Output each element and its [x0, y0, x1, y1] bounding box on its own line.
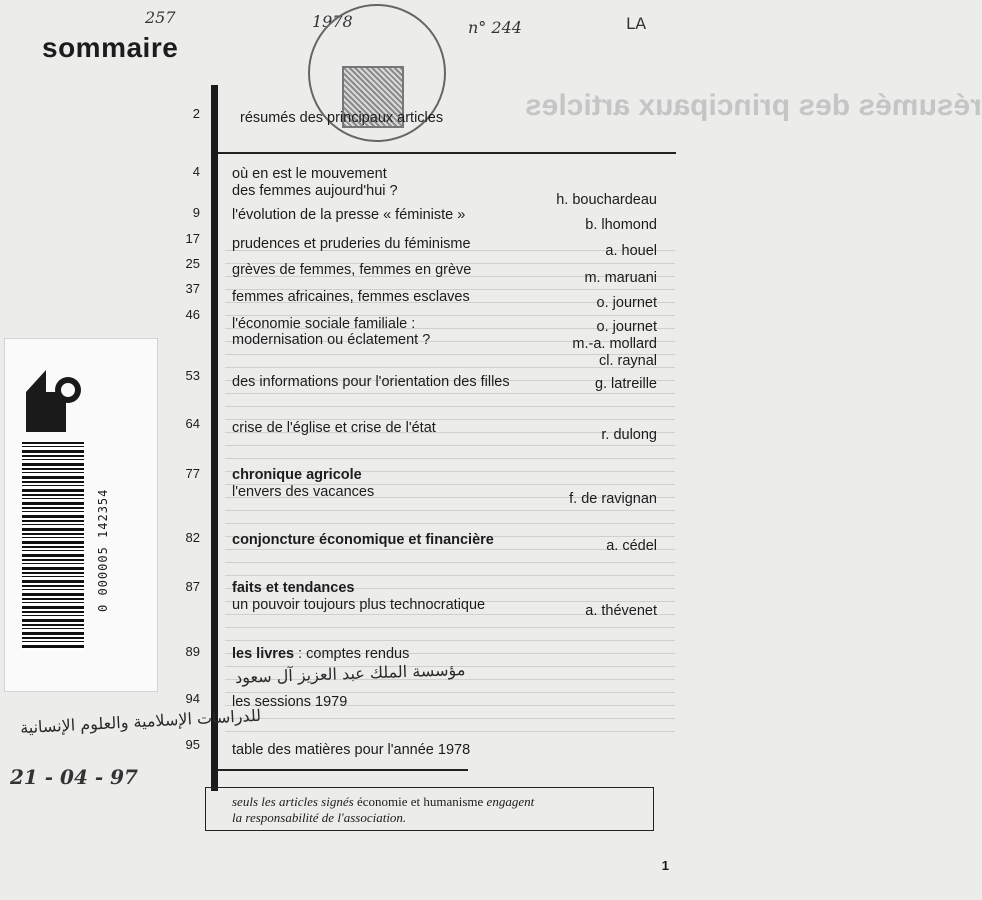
entry-author: a. houel [605, 243, 657, 259]
handwritten-issue-number: n° 244 [468, 18, 522, 37]
entry-title-rest: : comptes rendus [294, 646, 410, 662]
arabic-annotation-line1: مؤسسة الملك عبد العزيز آل سعود [234, 659, 466, 688]
entry-author: a. thévenet [585, 603, 657, 619]
entry-page: 9 [192, 205, 200, 220]
disclaimer-note [205, 787, 654, 831]
entry-title-bold: les livres [232, 646, 295, 662]
entry-page: 2 [192, 106, 200, 121]
entry-title-line2: l'envers des vacances [232, 484, 375, 500]
barcode-digits: 0 000005 142354 [96, 488, 110, 612]
entry-author-3: cl. raynal [598, 353, 657, 369]
entry-author: h. bouchardeau [556, 192, 657, 208]
entry-author: f. de ravignan [569, 491, 657, 507]
entry-page: 94 [185, 691, 200, 706]
entry-author: a. cédel [606, 538, 657, 554]
entry-title: chronique agricole [232, 467, 362, 483]
rule-bottom [218, 769, 468, 771]
entry-page: 17 [185, 231, 200, 246]
arabic-annotation-line2: للدراسات الإسلامية والعلوم الإنسانية [19, 705, 262, 738]
disclaimer-line1: seuls les articles signés économie et humanisme engagent [232, 794, 535, 809]
entry-title-line2: un pouvoir toujours plus technocratique [232, 597, 486, 613]
entry-author: m. maruani [584, 270, 657, 286]
entry-title: l'évolution de la presse « féministe » [232, 207, 466, 223]
page-title: sommaire [42, 32, 179, 63]
entry-title: l'économie sociale familiale : [232, 316, 416, 332]
vertical-divider [211, 85, 218, 791]
entry-page: 82 [185, 530, 200, 545]
library-logo-icon [26, 370, 86, 432]
entry-title: crise de l'église et crise de l'état [232, 420, 436, 436]
entry-page: 95 [185, 737, 200, 752]
bleed-heading: résumés des principaux articles [525, 89, 982, 122]
entry-page: 64 [185, 416, 200, 431]
handwritten-initials: LA [626, 14, 647, 33]
entry-author: r. dulong [601, 427, 657, 443]
entry-page: 53 [185, 368, 200, 383]
entry-page: 87 [185, 579, 200, 594]
entry-title: femmes africaines, femmes esclaves [232, 289, 470, 305]
entry-author: o. journet [596, 295, 657, 311]
rule-top [218, 152, 676, 154]
barcode [22, 442, 84, 650]
entry-title: table des matières pour l'année 1978 [232, 742, 471, 758]
handwritten-reference: 257 [145, 8, 176, 27]
handwritten-year: 1978 [312, 12, 353, 31]
entry-page: 46 [185, 307, 200, 322]
entry-page: 89 [185, 644, 200, 659]
entry-author: b. lhomond [585, 217, 657, 233]
entry-title: prudences et pruderies du féminisme [232, 236, 471, 252]
entry-author: g. latreille [594, 376, 657, 392]
entry-title: où en est le mouvement [232, 166, 387, 182]
entry-title: les sessions 1979 [232, 694, 348, 710]
entry-title: résumés des principaux articles [240, 110, 444, 126]
entry-page: 25 [185, 256, 200, 271]
entry-page: 77 [185, 466, 200, 481]
entry-title [232, 646, 409, 663]
entry-page: 4 [192, 164, 200, 179]
entry-author: o. journet [596, 319, 657, 335]
handwritten-date: 21 - 04 - 97 [10, 765, 138, 789]
entry-title: grèves de femmes, femmes en grève [232, 262, 472, 278]
entry-author-2: m.-a. mollard [572, 336, 657, 352]
entry-title: des informations pour l'orientation des filles [232, 374, 510, 390]
entry-title: conjoncture économique et financière [232, 532, 494, 548]
entry-title-line2: modernisation ou éclatement ? [232, 332, 431, 348]
page-number: 1 [661, 858, 669, 873]
disclaimer-line2: la responsabilité de l'association. [232, 810, 407, 825]
entry-title: faits et tendances [232, 580, 355, 596]
entry-page: 37 [185, 281, 200, 296]
entry-title-line2: des femmes aujourd'hui ? [232, 183, 398, 199]
